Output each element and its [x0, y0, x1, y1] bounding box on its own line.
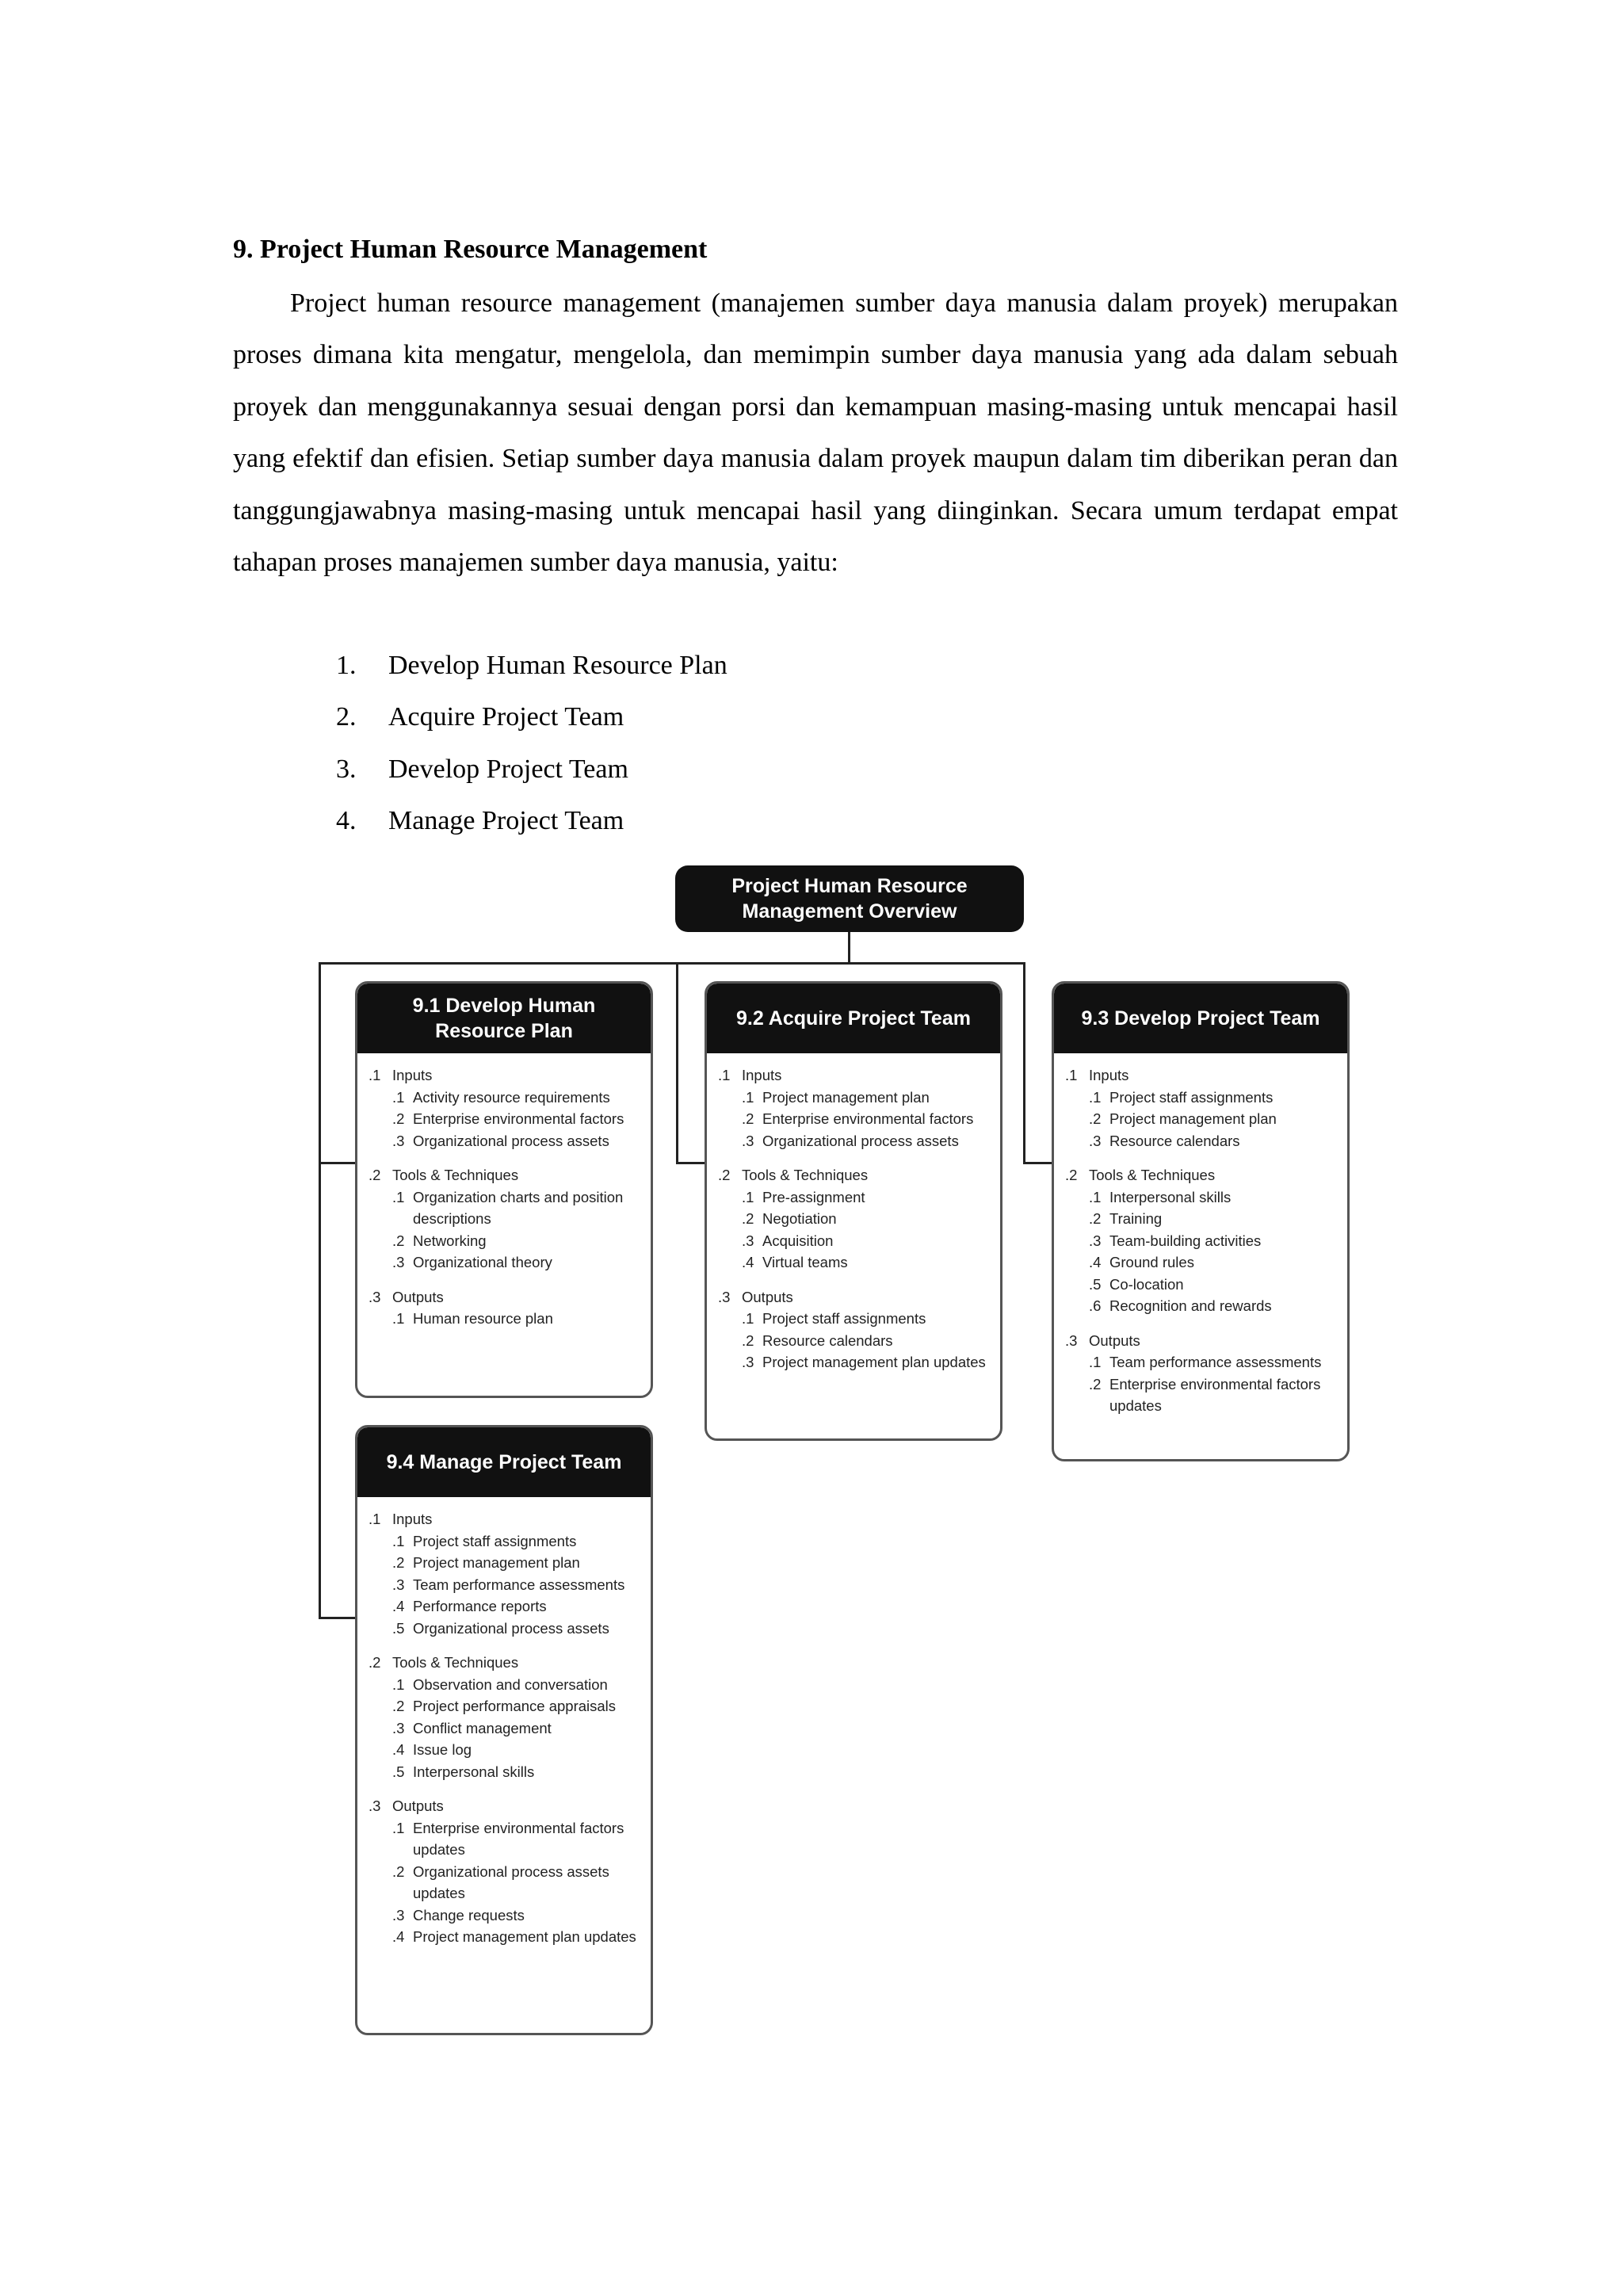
list-item: .6 Recognition and rewards: [1089, 1297, 1272, 1314]
list-item: 2. Acquire Project Team: [336, 702, 624, 732]
connector-line: [848, 932, 850, 964]
process-header: 9.4 Manage Project Team: [357, 1427, 651, 1497]
list-item: .1 Interpersonal skills: [1089, 1188, 1232, 1205]
list-item: .3 Resource calendars: [1089, 1132, 1240, 1149]
list-item: .1 Pre-assignment: [742, 1188, 865, 1205]
list-item: .3 Organizational process assets: [742, 1132, 959, 1149]
list-item: .1 Organization charts and position descriptions: [392, 1188, 624, 1227]
list-item: .4 Project management plan updates: [392, 1928, 636, 1945]
list-item: .4 Issue log: [392, 1741, 472, 1758]
process-box-manage-team: [355, 1425, 653, 2035]
list-item: .3 Acquisition: [742, 1232, 834, 1249]
list-item: .1 Project staff assignments: [742, 1310, 926, 1327]
list-item: 3. Develop Project Team: [336, 754, 628, 784]
connector-line: [1023, 1162, 1053, 1164]
list-item: .3 Organizational theory: [392, 1254, 552, 1270]
connector-line: [1023, 962, 1025, 1163]
list-item: .2 Enterprise environmental factors: [742, 1110, 974, 1127]
list-item: .5 Interpersonal skills: [392, 1763, 535, 1780]
process-group-tools: .2 Tools & Techniques .1 Observation and conversation .2 Project performance appraisals .3 Conflict management .4 Issue log .5 Interpersonal skills: [369, 1652, 641, 1782]
connector-line: [319, 962, 1025, 965]
list-item: 4. Manage Project Team: [336, 806, 624, 836]
process-header: 9.2 Acquire Project Team: [707, 984, 1000, 1053]
list-item: .3 Change requests: [392, 1906, 525, 1924]
process-box-develop-team: [1052, 981, 1350, 1461]
list-item: .2 Enterprise environmental factors updates: [1089, 1375, 1321, 1414]
process-group-inputs: .1 Inputs .1 Activity resource requirements .2 Enterprise environmental factors .3 Organizational process assets: [369, 1064, 641, 1152]
list-item: .3 Organizational process assets: [392, 1132, 609, 1149]
process-group-tools: .2 Tools & Techniques .1 Pre-assignment .2 Negotiation .3 Acquisition .4 Virtual teams: [718, 1164, 991, 1274]
list-item: .1 Project management plan: [742, 1088, 930, 1106]
list-item: .2 Training: [1089, 1210, 1163, 1227]
connector-line: [319, 1617, 357, 1619]
process-group-inputs: .1 Inputs .1 Project management plan .2 Enterprise environmental factors .3 Organizational process assets: [718, 1064, 991, 1152]
list-item: .1 Project staff assignments: [1089, 1088, 1274, 1106]
process-group-outputs: .3 Outputs .1 Enterprise environmental factors updates .2 Organizational process assets updates .3 Change requests .4 Project management plan updates: [369, 1795, 641, 1948]
connector-line: [676, 962, 678, 1163]
list-item: 1. Develop Human Resource Plan: [336, 651, 727, 680]
list-item: .1 Enterprise environmental factors updates: [392, 1819, 624, 1858]
process-group-inputs: .1 Inputs .1 Project staff assignments .2 Project management plan .3 Resource calendars: [1065, 1064, 1338, 1152]
list-item: .3 Project management plan updates: [742, 1354, 986, 1370]
list-item: .3 Conflict management: [392, 1719, 552, 1736]
overview-title-line: Project Human Resource: [731, 875, 968, 897]
list-item: .2 Project management plan: [1089, 1110, 1277, 1127]
connector-line: [319, 1162, 357, 1164]
process-group-outputs: .3 Outputs .1 Team performance assessments .2 Enterprise environmental factors updates: [1065, 1330, 1338, 1417]
list-item: .2 Negotiation: [742, 1210, 837, 1227]
list-item: .5 Organizational process assets: [392, 1619, 609, 1637]
list-item: .4 Performance reports: [392, 1598, 547, 1614]
list-item: .2 Resource calendars: [742, 1331, 893, 1349]
list-item: .5 Co-location: [1089, 1275, 1184, 1293]
list-item: .4 Ground rules: [1089, 1254, 1194, 1270]
process-box-develop-hr-plan: [355, 981, 653, 1398]
overview-title-line: Management Overview: [742, 900, 957, 923]
process-box-acquire-team: [705, 981, 1002, 1441]
list-item: .3 Team performance assessments: [392, 1576, 625, 1593]
list-item: .2 Organizational process assets updates: [392, 1862, 609, 1901]
list-item: .2 Networking: [392, 1232, 487, 1249]
list-item: .2 Project performance appraisals: [392, 1698, 617, 1714]
list-item: .2 Project management plan: [392, 1554, 580, 1571]
section-title: 9. Project Human Resource Management: [233, 235, 708, 264]
process-group-inputs: .1 Inputs .1 Project staff assignments .2 Project management plan .3 Team performance assessments .4 Performance reports .5 Organizational process assets: [369, 1508, 641, 1639]
list-item: .1 Activity resource requirements: [392, 1088, 610, 1106]
list-item: .4 Virtual teams: [742, 1254, 848, 1270]
process-group-tools: .2 Tools & Techniques .1 Organization charts and position descriptions .2 Networking .3 Organizational theory: [369, 1164, 641, 1274]
process-header: 9.3 Develop Project Team: [1054, 984, 1347, 1053]
process-group-outputs: .3 Outputs .1 Project staff assignments .2 Resource calendars .3 Project management plan updates: [718, 1286, 991, 1373]
overview-title-box: [675, 865, 1024, 932]
list-item: .2 Enterprise environmental factors: [392, 1110, 624, 1127]
process-group-tools: .2 Tools & Techniques .1 Interpersonal skills .2 Training .3 Team-building activities .4 Ground rules .5 Co-location .6 Recognition and rewards: [1065, 1164, 1338, 1317]
list-item: .3 Team-building activities: [1089, 1232, 1262, 1249]
list-item: .1 Human resource plan: [392, 1310, 553, 1327]
list-item: .1 Observation and conversation: [392, 1675, 608, 1693]
list-item: .1 Team performance assessments: [1089, 1354, 1322, 1370]
process-header: 9.1 Develop Human Resource Plan: [357, 984, 651, 1053]
intro-paragraph: Project human resource management (manajemen sumber daya manusia dalam proyek) merupakan proses dimana kita mengatur, mengelola, dan memimpin sumber daya manusia yang ada dalam sebuah proyek dan menggunakannya sesuai dengan porsi dan kemampuan masing-masing untuk mencapai hasil yang efektif dan efisien. Setiap sumber daya manusia dalam proyek maupun dalam tim diberikan peran dan tanggungjawabnya masing-masing untuk mencapai hasil yang diinginkan. Secara umum terdapat empat tahapan proses manajemen sumber daya manusia, yaitu:: [233, 288, 1398, 578]
connector-line: [676, 1162, 706, 1164]
process-group-outputs: .3 Outputs .1 Human resource plan: [369, 1286, 641, 1330]
list-item: .1 Project staff assignments: [392, 1532, 577, 1549]
connector-line: [319, 962, 321, 1618]
